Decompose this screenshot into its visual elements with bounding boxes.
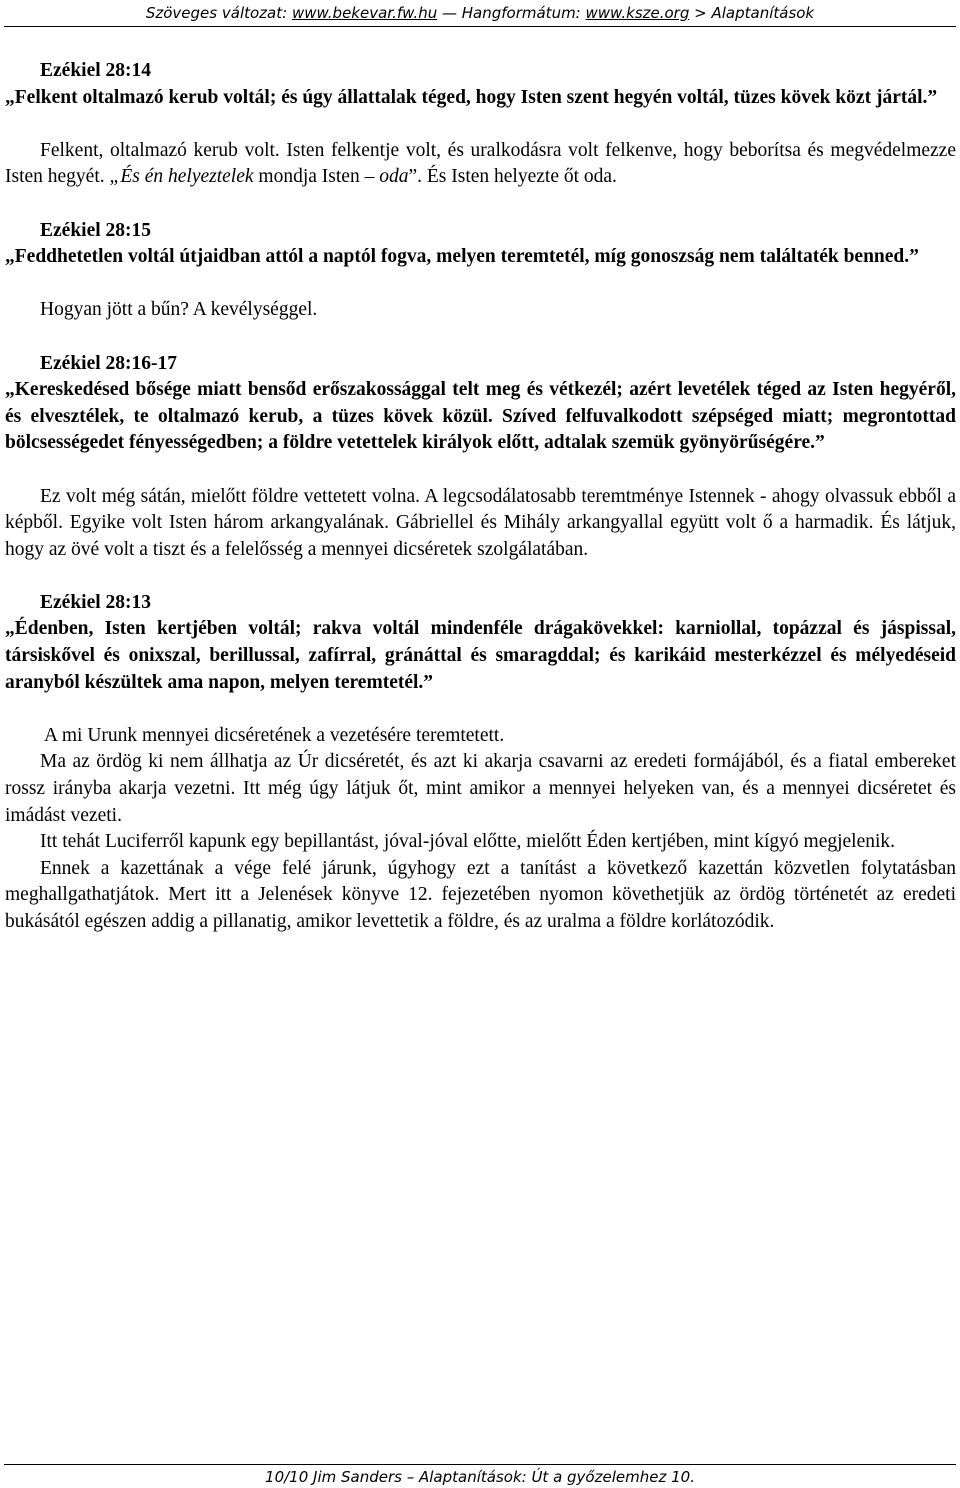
- verse-reference: Ezékiel 28:13: [40, 591, 152, 613]
- commentary-text: mondja Isten –: [253, 166, 380, 188]
- header-divider: [4, 26, 956, 27]
- verse-reference: Ezékiel 28:15: [40, 219, 152, 241]
- header-suffix: > Alaptanítások: [689, 4, 815, 22]
- commentary-italic: oda: [379, 166, 409, 188]
- link-ksze[interactable]: www.ksze.org: [585, 4, 690, 22]
- verse-reference: Ezékiel 28:16-17: [40, 352, 178, 374]
- commentary-paragraph: Itt tehát Luciferről kapunk egy bepillantást, jóval-jóval előtte, mielőtt Éden kertjében, mint kígyó megjelenik.: [40, 831, 896, 853]
- document-body: [5, 58, 956, 936]
- commentary-paragraph: [5, 138, 956, 191]
- page-header: [0, 3, 960, 23]
- commentary-italic: „És én helyeztelek: [109, 166, 254, 188]
- commentary-paragraph: Ma az ördög ki nem állhatja az Úr dicséretét, és azt ki akarja csavarni az eredeti formájából, és a fiatal embereket rossz irányba akarja vezetni. Itt még úgy látjuk őt, mint amikor a mennyei helyeken van, és a mennyei dicséretet és imádást vezeti.: [5, 751, 956, 826]
- commentary-paragraph: A mi Urunk mennyei dicséretének a vezetésére teremtetett.: [44, 724, 505, 746]
- commentary-paragraph: Ennek a kazettának a vége felé járunk, úgyhogy ezt a tanítást a következő kazettán közvetlen folytatásban meghallgathatjátok. Mert itt a Jelenések könyve 12. fejezetében nyomon követhetjük az ördög történetét az eredeti bukásától egészen addig a pillanatig, amikor levettetik a földre, és az uralma a földre korlátozódik.: [5, 857, 956, 932]
- header-prefix: Szöveges változat:: [145, 4, 292, 22]
- verse-reference: Ezékiel 28:14: [40, 60, 152, 81]
- header-middle: — Hangformátum:: [437, 4, 586, 22]
- commentary-text: ”. És Isten helyezte őt oda.: [408, 166, 617, 188]
- verse-quote: „Édenben, Isten kertjében voltál; rakva voltál mindenféle drágakövekkel: karniollal, topázzal és jáspissal, társiskővel és onixszal, berillussal, zafírral, gránáttal és smaragddal; és karikáid mesterkézzel és mélyedéseid aranyból készültek ama napon, melyen teremtetél.”: [5, 618, 956, 693]
- verse-quote: „Kereskedésed bősége miatt bensőd erőszakossággal telt meg és vétkezél; azért levetélek téged az Isten hegyéről, és elvesztélek, te oltalmazó kerub, a tüzes kövek közül. Szíved felfuvalkodott szépséged miatt; megrontottad bölcsességedet fényességedben; a földre vetettelek királyok előtt, adtalak szemük gyönyörűségére.”: [5, 379, 956, 454]
- commentary-paragraph: Ez volt még sátán, mielőtt földre vettetett volna. A legcsodálatosabb teremtménye Istennek - ahogy olvassuk ebből a képből. Egyike volt Isten három arkangyalának. Gábriellel és Mihály arkangyallal együtt volt ő a harmadik. És látjuk, hogy az övé volt a tiszt és a felelősség a mennyei dicséretek szolgálatában.: [5, 485, 956, 560]
- page-footer: 10/10 Jim Sanders – Alaptanítások: Út a győzelemhez 10.: [265, 1468, 695, 1486]
- verse-quote: „Feddhetetlen voltál útjaidban attól a naptól fogva, melyen teremtetél, míg gonoszság nem találtaték benned.”: [5, 246, 919, 268]
- commentary-text: Felkent, oltalmazó kerub volt. Isten felkentje volt, és uralkodásra volt felkenve, hogy beborítsa és megvédelmezze Isten hegyét.: [5, 139, 956, 188]
- link-bekevar[interactable]: www.bekevar.fw.hu: [291, 4, 438, 22]
- commentary-paragraph: Hogyan jött a bűn? A kevélységgel.: [40, 299, 318, 321]
- footer-divider: [4, 1464, 956, 1465]
- verse-quote: „Felkent oltalmazó kerub voltál; és úgy állattalak téged, hogy Isten szent hegyén voltál, tüzes kövek közt jártál.”: [5, 86, 938, 108]
